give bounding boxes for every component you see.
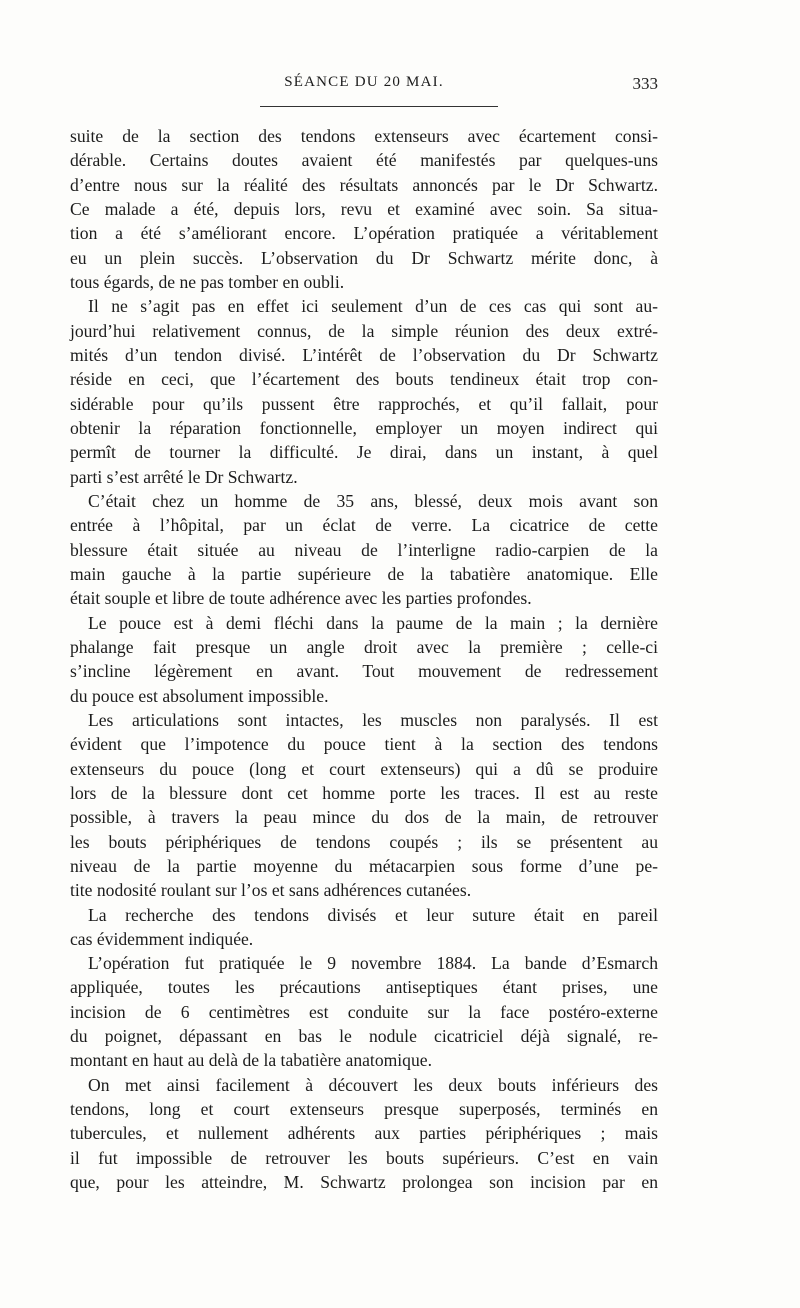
text-line: main gauche à la partie supérieure de la tabatière anatomique. Elle [70, 563, 658, 584]
page-number: 333 [632, 74, 658, 93]
body-text [70, 124, 658, 1194]
text-line: dérable. Certains doutes avaient été manifestés par quelques-uns [70, 150, 658, 171]
text-line: possible, à travers la peau mince du dos de la main, de retrouver [70, 807, 658, 828]
text-line: tendons, long et court extenseurs presque superposés, terminés en [70, 1099, 658, 1120]
text-line: que, pour les atteindre, M. Schwartz prolongea son incision par en [70, 1172, 658, 1193]
text-line: Ce malade a été, depuis lors, revu et examiné avec soin. Sa situa- [70, 198, 658, 219]
text-line: Il ne s’agit pas en effet ici seulement d’un de ces cas qui sont au- [88, 296, 658, 317]
running-title: SÉANCE DU 20 MAI. [284, 74, 444, 90]
text-line: On met ainsi facilement à découvert les deux bouts inférieurs des [88, 1074, 658, 1095]
text-line: s’incline légèrement en avant. Tout mouvement de redressement [70, 661, 658, 682]
text-line: il fut impossible de retrouver les bouts supérieurs. C’est en vain [70, 1147, 658, 1168]
text-line: évident que l’impotence du pouce tient à la section des tendons [70, 734, 658, 755]
text-line: niveau de la partie moyenne du métacarpien sous forme d’une pe- [70, 855, 658, 876]
text-line: obtenir la réparation fonctionnelle, employer un moyen indirect qui [70, 417, 658, 438]
text-line: appliquée, toutes les précautions antiseptiques étant prises, une [70, 977, 658, 998]
text-line: incision de 6 centimètres est conduite sur la face postéro-externe [70, 1001, 658, 1022]
page-header [70, 74, 658, 100]
text-line: du poignet, dépassant en bas le nodule cicatriciel déjà signalé, re- [70, 1026, 658, 1047]
text-line: Le pouce est à demi fléchi dans la paume de la main ; la dernière [88, 612, 658, 633]
text-line: mités d’un tendon divisé. L’intérêt de l’observation du Dr Schwartz [70, 344, 658, 365]
text-line: cas évidemment indiquée. [70, 928, 254, 949]
text-line: tous égards, de ne pas tomber en oubli. [70, 271, 345, 292]
text-line: les bouts périphériques de tendons coupés ; ils se présentent au [70, 831, 658, 852]
text-line: permît de tourner la difficulté. Je dirai, dans un instant, à quel [70, 442, 658, 463]
text-line: réside en ceci, que l’écartement des bouts tendineux était trop con- [70, 369, 658, 390]
text-line: L’opération fut pratiquée le 9 novembre 1884. La bande d’Esmarch [88, 953, 658, 974]
text-line: du pouce est absolument impossible. [70, 685, 329, 706]
text-line: tubercules, et nullement adhérents aux parties périphériques ; mais [70, 1123, 658, 1144]
text-line: entrée à l’hôpital, par un éclat de verre. La cicatrice de cette [70, 515, 658, 536]
text-line: jourd’hui relativement connus, de la simple réunion des deux extré- [70, 320, 658, 341]
text-line: blessure était située au niveau de l’interligne radio-carpien de la [70, 539, 658, 560]
text-line: eu un plein succès. L’observation du Dr Schwartz mérite donc, à [70, 247, 658, 268]
header-rule [260, 106, 498, 107]
text-line: phalange fait presque un angle droit avec la première ; celle-ci [70, 636, 658, 657]
text-line: C’était chez un homme de 35 ans, blessé, deux mois avant son [88, 490, 658, 511]
text-line: était souple et libre de toute adhérence avec les parties profondes. [70, 588, 532, 609]
text-line: tite nodosité roulant sur l’os et sans adhérences cutanées. [70, 880, 472, 901]
text-line: lors de la blessure dont cet homme porte les traces. Il est au reste [70, 782, 658, 803]
text-line: extenseurs du pouce (long et court extenseurs) qui a dû se produire [70, 758, 658, 779]
text-line: suite de la section des tendons extenseurs avec écartement consi- [70, 126, 658, 146]
text-line: Les articulations sont intactes, les muscles non paralysés. Il est [88, 709, 658, 730]
text-line: sidérable pour qu’ils pussent être rapprochés, et qu’il fallait, pour [70, 393, 658, 414]
text-line: tion a été s’améliorant encore. L’opération pratiquée a véritablement [70, 223, 658, 244]
text-line: montant en haut au delà de la tabatière anatomique. [70, 1050, 432, 1071]
text-line: parti s’est arrêté le Dr Schwartz. [70, 466, 298, 487]
text-line: d’entre nous sur la réalité des résultats annoncés par le Dr Schwartz. [70, 174, 658, 195]
text-line: La recherche des tendons divisés et leur suture était en pareil [88, 904, 658, 925]
